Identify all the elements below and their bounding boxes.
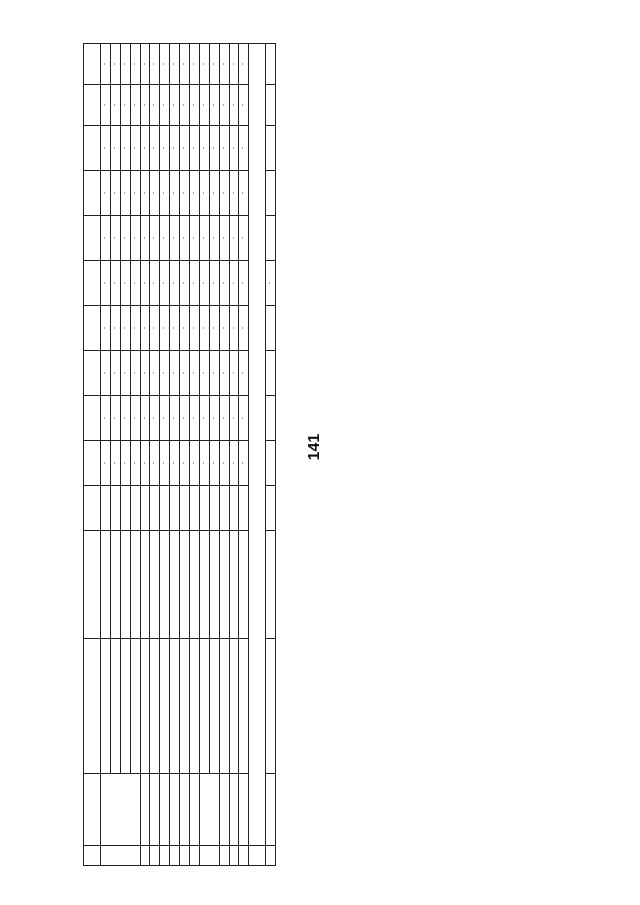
empty-value-cell: -: [150, 44, 160, 85]
empty-value-cell: -: [190, 441, 200, 486]
empty-value-cell: -: [150, 171, 160, 216]
empty-value-cell: -: [180, 261, 190, 306]
reserve-status: [199, 486, 209, 531]
blank-cell: [84, 261, 101, 306]
empty-value-cell: -: [130, 261, 140, 306]
empty-value-cell: [266, 441, 276, 486]
empty-value-cell: -: [219, 85, 229, 126]
empty-value-cell: -: [140, 441, 150, 486]
empty-value-cell: -: [101, 396, 111, 441]
row-number: [160, 846, 170, 866]
empty-value-cell: -: [219, 441, 229, 486]
empty-value-cell: -: [160, 85, 170, 126]
substation-name: [150, 531, 160, 639]
empty-value-cell: -: [219, 396, 229, 441]
percent-value: [266, 44, 276, 85]
object-description: [239, 639, 249, 774]
empty-value-cell: -: [140, 216, 150, 261]
empty-value-cell: -: [170, 171, 180, 216]
row-number: [170, 846, 180, 866]
empty-value-cell: -: [190, 396, 200, 441]
row-number: [180, 846, 190, 866]
empty-value-cell: -: [229, 216, 239, 261]
empty-value-cell: -: [160, 126, 170, 171]
object-description: [101, 639, 111, 774]
empty-value-cell: -: [130, 171, 140, 216]
empty-value-cell: -: [239, 396, 249, 441]
table-row: [180, 44, 190, 866]
organization-name: [266, 774, 276, 846]
object-description: [180, 639, 190, 774]
blank-cell: [84, 441, 101, 486]
empty-value-cell: -: [130, 216, 140, 261]
blank-cell: [84, 216, 101, 261]
row-number: [266, 846, 276, 866]
reserve-status: [130, 486, 140, 531]
empty-value-cell: -: [219, 306, 229, 351]
substation-name: [190, 531, 200, 639]
table-row: [110, 44, 120, 866]
empty-value-cell: -: [239, 441, 249, 486]
empty-value-cell: -: [170, 396, 180, 441]
empty-value-cell: -: [120, 85, 130, 126]
empty-value-cell: -: [120, 396, 130, 441]
empty-value-cell: -: [199, 441, 209, 486]
empty-value-cell: -: [229, 44, 239, 85]
empty-value-cell: -: [110, 126, 120, 171]
row-number: [101, 846, 141, 866]
empty-value-cell: -: [219, 44, 229, 85]
page-number: 141: [306, 433, 323, 461]
empty-value-cell: -: [180, 171, 190, 216]
empty-value-cell: -: [229, 261, 239, 306]
table-row: [84, 44, 101, 866]
empty-value-cell: -: [180, 85, 190, 126]
empty-value-cell: -: [229, 171, 239, 216]
table-row: [249, 44, 266, 866]
reserve-status: [180, 486, 190, 531]
object-description: [130, 639, 140, 774]
empty-value-cell: [266, 351, 276, 396]
substation-name: [199, 531, 209, 639]
blank-cell: [84, 486, 101, 531]
empty-value-cell: -: [110, 85, 120, 126]
empty-value-cell: -: [110, 171, 120, 216]
empty-value-cell: -: [140, 126, 150, 171]
empty-value-cell: -: [199, 351, 209, 396]
substation-name: [120, 531, 130, 639]
organization-name: [199, 774, 219, 846]
empty-value-cell: -: [150, 85, 160, 126]
blank-cell: [249, 846, 266, 866]
empty-value-cell: -: [140, 44, 150, 85]
reserve-status: [160, 486, 170, 531]
row-number: [229, 846, 239, 866]
organization-name: [160, 774, 170, 846]
blank-cell: [84, 306, 101, 351]
empty-value-cell: -: [239, 261, 249, 306]
empty-value-cell: -: [209, 306, 219, 351]
empty-value-cell: -: [219, 126, 229, 171]
empty-value-cell: -: [219, 171, 229, 216]
empty-value-cell: -: [199, 171, 209, 216]
blank-cell: [84, 396, 101, 441]
empty-value-cell: -: [120, 126, 130, 171]
substation-name: [209, 531, 219, 639]
empty-value-cell: -: [209, 261, 219, 306]
empty-value-cell: -: [209, 351, 219, 396]
empty-value-cell: -: [150, 126, 160, 171]
empty-value-cell: -: [199, 261, 209, 306]
organization-name: [229, 774, 239, 846]
empty-value-cell: -: [209, 171, 219, 216]
empty-value-cell: -: [180, 351, 190, 396]
empty-value-cell: -: [209, 441, 219, 486]
empty-value-cell: -: [180, 306, 190, 351]
empty-value-cell: -: [170, 351, 180, 396]
empty-value-cell: -: [239, 44, 249, 85]
empty-value-cell: -: [190, 44, 200, 85]
blank-cell: [84, 774, 101, 846]
substation-name: [266, 486, 276, 531]
empty-value-cell: -: [229, 85, 239, 126]
empty-value-cell: -: [190, 171, 200, 216]
empty-value-cell: -: [180, 44, 190, 85]
table-row: [266, 44, 276, 866]
empty-value-cell: -: [239, 306, 249, 351]
table-row: [199, 44, 209, 866]
reserve-status: [229, 486, 239, 531]
empty-value-cell: -: [190, 351, 200, 396]
empty-value-cell: -: [170, 441, 180, 486]
reserve-status: [239, 486, 249, 531]
empty-value-cell: -: [110, 261, 120, 306]
empty-value-cell: -: [229, 306, 239, 351]
empty-value-cell: [266, 126, 276, 171]
empty-value-cell: -: [150, 441, 160, 486]
empty-value-cell: -: [199, 85, 209, 126]
substation-name: [101, 531, 111, 639]
blank-cell: [84, 85, 101, 126]
reserve-status: [266, 531, 276, 639]
empty-value-cell: -: [101, 216, 111, 261]
empty-value-cell: -: [190, 85, 200, 126]
empty-value-cell: -: [140, 396, 150, 441]
table-row: [120, 44, 130, 866]
empty-value-cell: [266, 396, 276, 441]
organization-name: [180, 774, 190, 846]
row-number: [140, 846, 150, 866]
empty-value-cell: -: [160, 171, 170, 216]
substation-name: [219, 531, 229, 639]
substation-name: [130, 531, 140, 639]
organization-name: [239, 774, 249, 846]
reserve-status: [219, 486, 229, 531]
row-number: [239, 846, 249, 866]
blank-cell: [84, 639, 101, 774]
reserve-status: [140, 486, 150, 531]
organization-name: [170, 774, 180, 846]
empty-value-cell: -: [190, 216, 200, 261]
empty-value-cell: -: [160, 261, 170, 306]
object-description: [199, 639, 209, 774]
empty-value-cell: -: [110, 44, 120, 85]
empty-value-cell: -: [150, 351, 160, 396]
organization-name: [140, 774, 150, 846]
empty-value-cell: -: [229, 351, 239, 396]
empty-value-cell: -: [209, 396, 219, 441]
empty-value-cell: -: [229, 396, 239, 441]
object-description: [219, 639, 229, 774]
empty-value-cell: -: [199, 44, 209, 85]
organization-name: [150, 774, 160, 846]
empty-value-cell: -: [160, 306, 170, 351]
empty-value-cell: -: [150, 216, 160, 261]
organization-name: [101, 774, 141, 846]
empty-value-cell: -: [120, 216, 130, 261]
empty-value-cell: -: [140, 351, 150, 396]
empty-value-cell: -: [239, 216, 249, 261]
empty-value-cell: -: [190, 126, 200, 171]
empty-value-cell: -: [170, 216, 180, 261]
empty-value-cell: -: [101, 261, 111, 306]
empty-value-cell: -: [199, 306, 209, 351]
empty-value-cell: -: [120, 171, 130, 216]
substation-name: [180, 531, 190, 639]
empty-value-cell: -: [110, 351, 120, 396]
reserve-status: [101, 486, 111, 531]
empty-value-cell: -: [150, 261, 160, 306]
blank-cell: [84, 531, 101, 639]
empty-value-cell: -: [266, 261, 276, 306]
empty-value-cell: -: [120, 351, 130, 396]
empty-value-cell: -: [101, 351, 111, 396]
empty-value-cell: -: [180, 126, 190, 171]
empty-value-cell: -: [209, 126, 219, 171]
object-description: [150, 639, 160, 774]
object-description: [120, 639, 130, 774]
empty-value-cell: -: [219, 216, 229, 261]
substation-name: [140, 531, 150, 639]
blank-cell: [84, 126, 101, 171]
organization-name: [190, 774, 200, 846]
capacity-value: [266, 306, 276, 351]
empty-value-cell: -: [150, 396, 160, 441]
table-row: [229, 44, 239, 866]
empty-value-cell: -: [219, 351, 229, 396]
empty-value-cell: -: [120, 441, 130, 486]
empty-value-cell: -: [190, 306, 200, 351]
table-row: [170, 44, 180, 866]
empty-value-cell: -: [120, 44, 130, 85]
substation-name: [110, 531, 120, 639]
substation-name: [229, 531, 239, 639]
object-description: [140, 639, 150, 774]
empty-value-cell: -: [150, 306, 160, 351]
empty-value-cell: -: [239, 171, 249, 216]
empty-value-cell: -: [170, 44, 180, 85]
empty-value-cell: -: [101, 171, 111, 216]
table-row: [239, 44, 249, 866]
reserve-status: [120, 486, 130, 531]
blank-cell: [84, 351, 101, 396]
empty-value-cell: -: [130, 396, 140, 441]
empty-value-cell: -: [120, 306, 130, 351]
empty-value-cell: -: [209, 216, 219, 261]
empty-value-cell: -: [199, 396, 209, 441]
blank-cell: [84, 846, 101, 866]
object-description: [190, 639, 200, 774]
empty-value-cell: -: [160, 396, 170, 441]
empty-value-cell: -: [130, 126, 140, 171]
empty-value-cell: -: [101, 85, 111, 126]
empty-value-cell: -: [229, 441, 239, 486]
blank-cell: [84, 44, 101, 85]
reserve-status: [209, 486, 219, 531]
table-row: [140, 44, 150, 866]
empty-value-cell: -: [180, 216, 190, 261]
empty-value-cell: [266, 171, 276, 216]
empty-value-cell: -: [239, 126, 249, 171]
blank-cell: [84, 171, 101, 216]
empty-value-cell: -: [110, 216, 120, 261]
empty-value-cell: -: [170, 126, 180, 171]
empty-value-cell: -: [239, 85, 249, 126]
empty-value-cell: -: [209, 85, 219, 126]
table-row: [219, 44, 229, 866]
empty-value-cell: [266, 216, 276, 261]
empty-value-cell: -: [160, 44, 170, 85]
table-row: [130, 44, 140, 866]
object-description: [266, 639, 276, 774]
reserve-status: [150, 486, 160, 531]
object-description: [160, 639, 170, 774]
empty-value-cell: -: [130, 306, 140, 351]
empty-value-cell: -: [229, 126, 239, 171]
empty-value-cell: -: [101, 306, 111, 351]
empty-value-cell: -: [101, 126, 111, 171]
empty-value-cell: -: [170, 306, 180, 351]
empty-value-cell: -: [130, 351, 140, 396]
empty-value-cell: -: [130, 44, 140, 85]
empty-value-cell: -: [130, 441, 140, 486]
empty-value-cell: -: [199, 126, 209, 171]
status-value: [266, 85, 276, 126]
table-row: [150, 44, 160, 866]
empty-value-cell: -: [160, 216, 170, 261]
reserve-status: [110, 486, 120, 531]
empty-value-cell: -: [180, 396, 190, 441]
rotated-table-wrapper: [83, 44, 599, 866]
empty-value-cell: -: [140, 171, 150, 216]
organization-name: [219, 774, 229, 846]
object-description: [209, 639, 219, 774]
reserve-status: [170, 486, 180, 531]
empty-value-cell: -: [101, 441, 111, 486]
table-row: [209, 44, 219, 866]
row-number: [190, 846, 200, 866]
object-description: [110, 639, 120, 774]
empty-value-cell: -: [160, 351, 170, 396]
power-consumers-table: [83, 43, 276, 866]
empty-value-cell: -: [160, 441, 170, 486]
table-row: [101, 44, 111, 866]
district-header: [249, 44, 266, 846]
substation-name: [160, 531, 170, 639]
row-number: [199, 846, 219, 866]
empty-value-cell: -: [110, 441, 120, 486]
empty-value-cell: -: [239, 351, 249, 396]
empty-value-cell: -: [209, 44, 219, 85]
object-description: [229, 639, 239, 774]
empty-value-cell: -: [130, 85, 140, 126]
empty-value-cell: -: [140, 261, 150, 306]
substation-name: [239, 531, 249, 639]
empty-value-cell: -: [101, 44, 111, 85]
row-number: [150, 846, 160, 866]
empty-value-cell: -: [170, 261, 180, 306]
table-row: [190, 44, 200, 866]
empty-value-cell: -: [170, 85, 180, 126]
object-description: [170, 639, 180, 774]
empty-value-cell: -: [219, 261, 229, 306]
empty-value-cell: -: [140, 306, 150, 351]
empty-value-cell: -: [199, 216, 209, 261]
empty-value-cell: -: [180, 441, 190, 486]
reserve-status: [190, 486, 200, 531]
empty-value-cell: -: [110, 396, 120, 441]
table-row: [160, 44, 170, 866]
empty-value-cell: -: [190, 261, 200, 306]
row-number: [219, 846, 229, 866]
empty-value-cell: -: [140, 85, 150, 126]
empty-value-cell: -: [120, 261, 130, 306]
empty-value-cell: -: [110, 306, 120, 351]
substation-name: [170, 531, 180, 639]
